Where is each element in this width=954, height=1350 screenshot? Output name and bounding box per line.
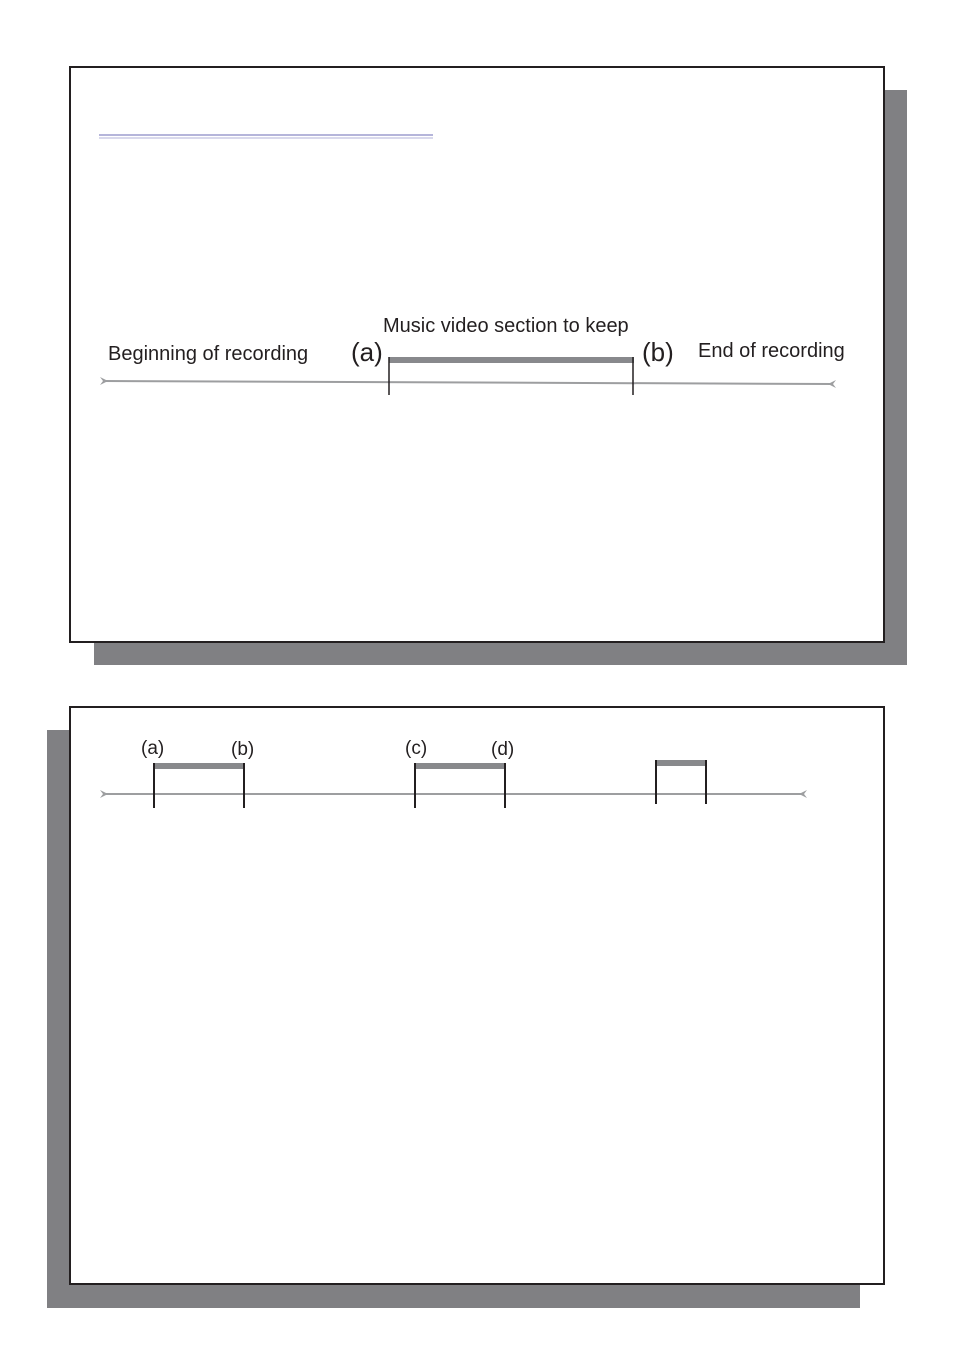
segment-2-bar <box>415 763 506 769</box>
segment-2-start-label: (c) <box>405 738 428 759</box>
marker-b-label: (b) <box>642 337 674 367</box>
segment-1-start-label: (a) <box>141 738 165 759</box>
timeline-end-arrow <box>828 380 836 388</box>
timeline-diagram-1 <box>71 68 883 641</box>
diagram-panel-1 <box>69 66 885 643</box>
timeline-start-arrow <box>100 790 108 798</box>
end-of-recording-label: End of recording <box>698 340 845 362</box>
timeline-diagram-2 <box>71 708 883 1283</box>
timeline-start-arrow <box>100 377 108 385</box>
segment-2-end-label: (d) <box>491 739 515 760</box>
timeline-end-arrow <box>799 790 807 798</box>
section-to-keep-label: Music video section to keep <box>383 315 629 337</box>
marker-a-label: (a) <box>351 337 383 367</box>
segment-1-end-label: (b) <box>231 739 255 760</box>
kept-section-bar <box>389 357 634 363</box>
diagram-panel-2 <box>69 706 885 1285</box>
beginning-of-recording-label: Beginning of recording <box>108 343 309 365</box>
segment-1-bar <box>154 763 245 769</box>
segment-3-bar <box>656 760 706 766</box>
recording-timeline <box>103 381 833 384</box>
